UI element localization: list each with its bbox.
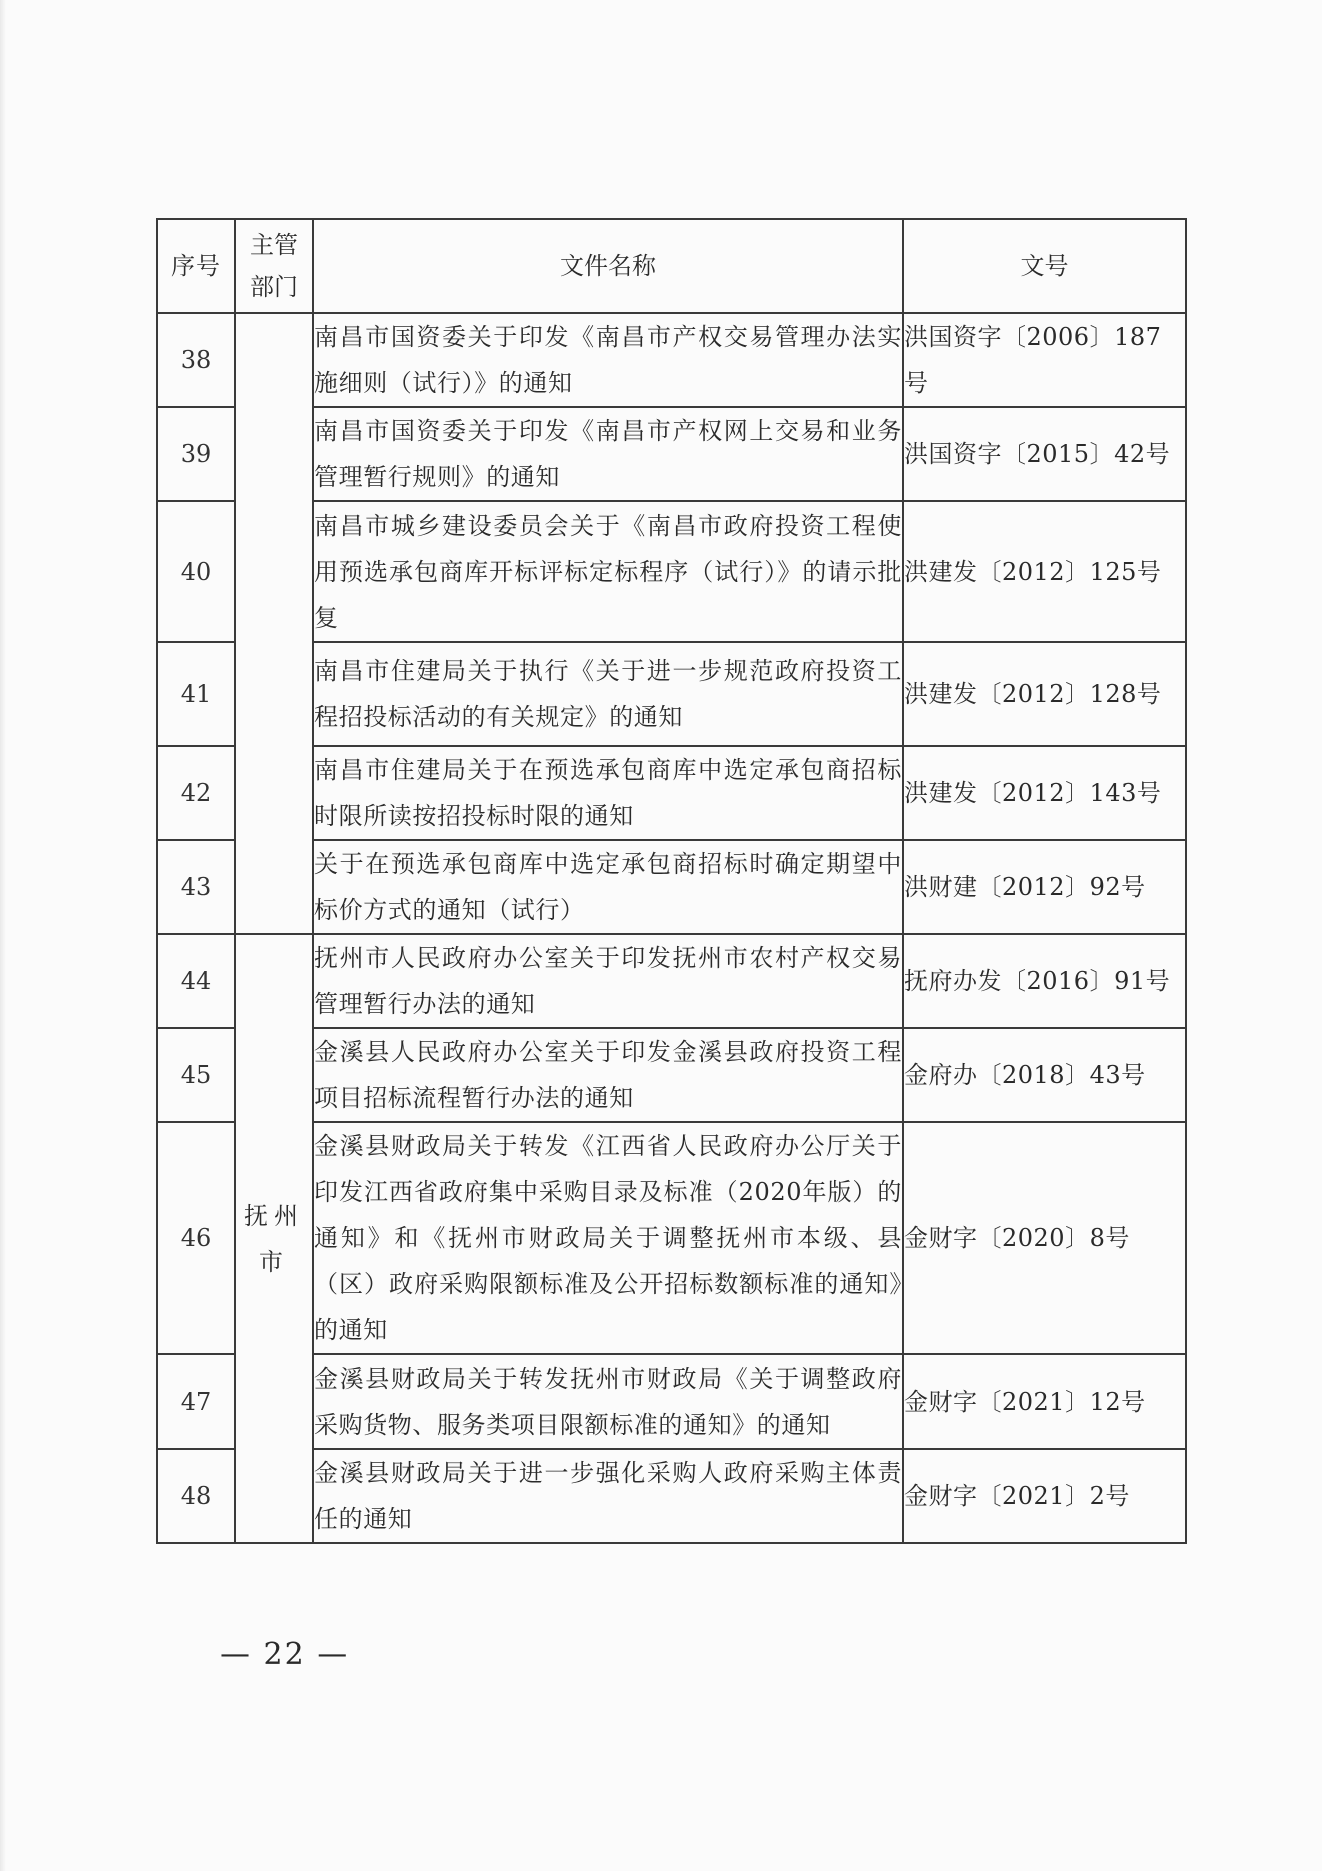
row-seq: 41 [157,642,235,746]
footer-dash-right: — [317,1637,350,1672]
row-seq: 40 [157,501,235,642]
header-dept [235,219,313,313]
header-docno: 文号 [903,219,1186,313]
table-header-row [157,219,1186,313]
dept-label: 抚州市 [244,1201,304,1276]
header-seq: 序号 [157,219,235,313]
header-dept-line2: 部门 [250,273,298,301]
row-name: 金溪县财政局关于转发《江西省人民政府办公厅关于印发江西省政府集中采购目录及标准（2020年版）的通知》和《抚州市财政局关于调整抚州市本级、县（区）政府采购限额标准及公开招标数额标准的通知》的通知 [313,1122,903,1354]
row-seq: 43 [157,840,235,934]
page-edge-shadow [0,0,6,1871]
header-name: 文件名称 [313,219,903,313]
row-seq: 39 [157,407,235,501]
table-row [157,934,1186,1028]
row-name: 南昌市住建局关于在预选承包商库中选定承包商招标时限所读按招投标时限的通知 [313,746,903,840]
row-name: 南昌市国资委关于印发《南昌市产权交易管理办法实施细则（试行）》的通知 [313,313,903,407]
row-dept-nanchang [235,313,313,934]
row-seq: 45 [157,1028,235,1122]
regulation-table [156,218,1187,1544]
row-docno: 洪建发〔2012〕125号 [903,501,1186,642]
row-dept-fuzhou [235,934,313,1543]
row-name: 南昌市城乡建设委员会关于《南昌市政府投资工程使用预选承包商库开标评标定标程序（试行）》的请示批复 [313,501,903,642]
row-docno: 金财字〔2021〕12号 [903,1354,1186,1449]
row-name: 关于在预选承包商库中选定承包商招标时确定期望中标价方式的通知（试行） [313,840,903,934]
page-footer [220,1637,349,1672]
table-row [157,313,1186,407]
row-name: 金溪县财政局关于转发抚州市财政局《关于调整政府采购货物、服务类项目限额标准的通知》的通知 [313,1354,903,1449]
row-name: 金溪县人民政府办公室关于印发金溪县政府投资工程项目招标流程暂行办法的通知 [313,1028,903,1122]
footer-dash-left: — [220,1637,252,1672]
header-dept-line1: 主管 [250,231,298,259]
row-docno: 洪建发〔2012〕143号 [903,746,1186,840]
row-docno: 抚府办发〔2016〕91号 [903,934,1186,1028]
row-seq: 46 [157,1122,235,1354]
row-seq: 38 [157,313,235,407]
row-seq: 44 [157,934,235,1028]
row-seq: 47 [157,1354,235,1449]
row-name: 南昌市住建局关于执行《关于进一步规范政府投资工程招投标活动的有关规定》的通知 [313,642,903,746]
row-docno: 洪国资字〔2006〕187号 [903,313,1186,407]
row-name: 抚州市人民政府办公室关于印发抚州市农村产权交易管理暂行办法的通知 [313,934,903,1028]
page-number: 22 [263,1637,306,1672]
row-seq: 48 [157,1449,235,1543]
row-name: 金溪县财政局关于进一步强化采购人政府采购主体责任的通知 [313,1449,903,1543]
row-docno: 洪建发〔2012〕128号 [903,642,1186,746]
row-docno: 金府办〔2018〕43号 [903,1028,1186,1122]
row-seq: 42 [157,746,235,840]
row-docno: 金财字〔2020〕8号 [903,1122,1186,1354]
row-docno: 洪国资字〔2015〕42号 [903,407,1186,501]
row-name: 南昌市国资委关于印发《南昌市产权网上交易和业务管理暂行规则》的通知 [313,407,903,501]
row-docno: 洪财建〔2012〕92号 [903,840,1186,934]
row-docno: 金财字〔2021〕2号 [903,1449,1186,1543]
